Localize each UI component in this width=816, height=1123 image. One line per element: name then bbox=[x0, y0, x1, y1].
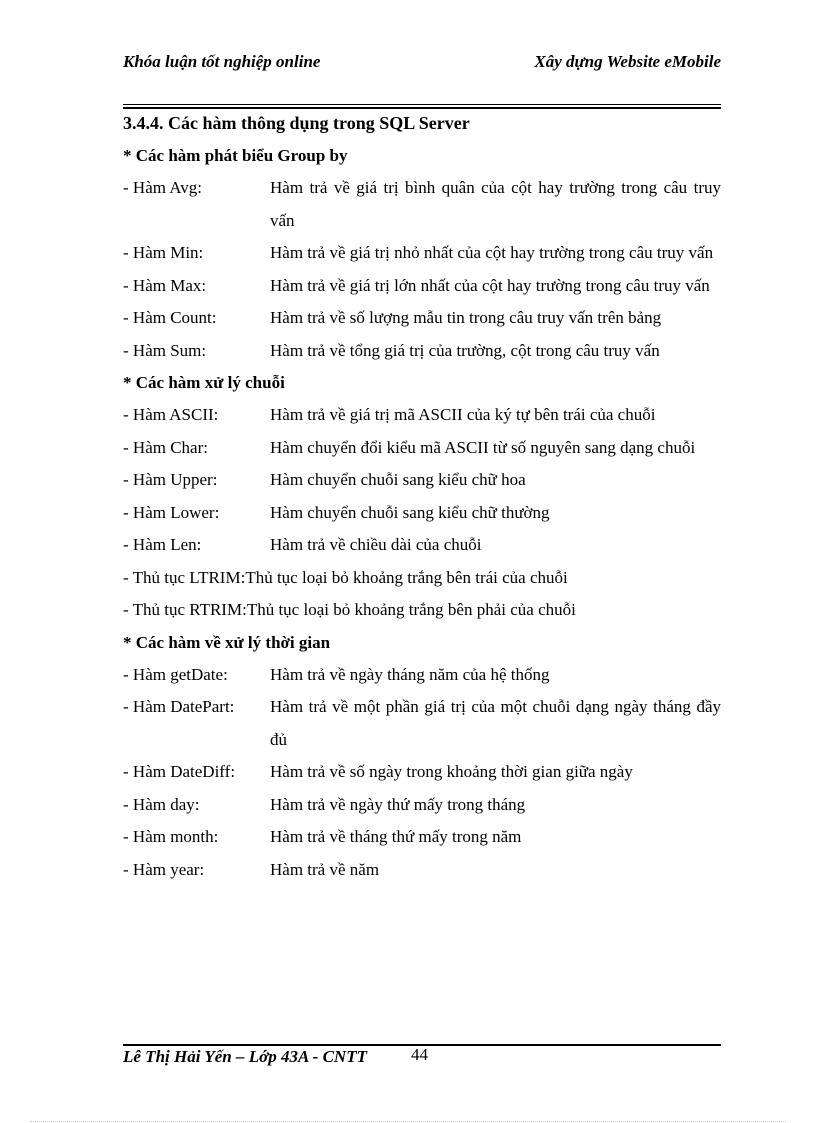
function-item bbox=[123, 237, 721, 270]
function-name: - Thủ tục LTRIM: bbox=[123, 567, 246, 587]
function-description: Hàm trả về giá trị nhỏ nhất của cột hay trường trong câu truy vấn bbox=[270, 243, 714, 262]
function-item bbox=[123, 464, 721, 497]
header-rule-thin bbox=[123, 104, 721, 105]
function-name: - Hàm Max: bbox=[123, 275, 207, 295]
function-item bbox=[123, 594, 721, 627]
function-name: - Hàm Count: bbox=[123, 308, 217, 327]
function-description: Hàm trả về số ngày trong khoảng thời gian giữa ngày bbox=[270, 762, 633, 781]
function-item bbox=[123, 399, 721, 432]
function-description: Hàm trả về tháng thứ mấy trong năm bbox=[270, 827, 522, 846]
function-name: - Hàm year: bbox=[123, 859, 205, 879]
function-name: - Hàm DateDiff: bbox=[123, 762, 236, 781]
function-name: - Hàm day: bbox=[123, 794, 200, 814]
function-name: - Thủ tục RTRIM: bbox=[123, 600, 247, 619]
function-item bbox=[123, 529, 721, 562]
function-name: - Hàm DatePart: bbox=[123, 697, 235, 716]
function-name: - Hàm month: bbox=[123, 827, 219, 846]
function-description: Hàm chuyển chuỗi sang kiểu chữ hoa bbox=[270, 470, 526, 489]
function-description: Hàm chuyển chuỗi sang kiểu chữ thường bbox=[270, 502, 550, 522]
function-name: - Hàm Avg: bbox=[123, 178, 203, 197]
function-description: Thủ tục loại bỏ khoảng trắng bên phải của chuỗi bbox=[246, 600, 576, 619]
function-item bbox=[123, 335, 721, 368]
function-name: - Hàm Upper: bbox=[123, 470, 218, 489]
function-description: Hàm trả về giá trị bình quân của cột hay trường trong câu truy vấn bbox=[270, 178, 721, 230]
function-groups bbox=[123, 140, 721, 886]
function-item bbox=[123, 302, 721, 335]
function-description: Hàm trả về tổng giá trị của trường, cột trong câu truy vấn bbox=[270, 340, 660, 360]
function-description: Hàm trả về năm bbox=[270, 859, 380, 879]
function-description: Hàm trả về một phần giá trị của một chuỗi dạng ngày tháng đầy đủ bbox=[270, 697, 721, 749]
function-description: Hàm trả về giá trị mã ASCII của ký tự bên trái của chuỗi bbox=[270, 405, 656, 424]
function-item bbox=[123, 756, 721, 789]
function-description: Hàm chuyển đổi kiểu mã ASCII từ số nguyên sang dạng chuỗi bbox=[270, 437, 696, 457]
function-name: - Hàm Char: bbox=[123, 437, 208, 457]
function-description: Hàm trả về số lượng mẫu tin trong câu truy vấn trên bảng bbox=[270, 308, 662, 327]
function-name: - Hàm ASCII: bbox=[123, 405, 219, 424]
function-name: - Hàm Lower: bbox=[123, 502, 220, 522]
function-item bbox=[123, 821, 721, 854]
function-item bbox=[123, 789, 721, 822]
group-title: * Các hàm phát biểu Group by bbox=[123, 146, 348, 165]
function-description: Hàm trả về giá trị lớn nhất của cột hay trường trong câu truy vấn bbox=[270, 275, 710, 295]
function-item bbox=[123, 854, 721, 887]
group-title: * Các hàm về xử lý thời gian bbox=[123, 632, 331, 652]
function-item bbox=[123, 659, 721, 692]
section-title: 3.4.4. Các hàm thông dụng trong SQL Server bbox=[123, 113, 470, 133]
footer-author: Lê Thị Hải Yến – Lớp 43A - CNTT bbox=[123, 1047, 367, 1066]
function-name: - Hàm Sum: bbox=[123, 340, 207, 360]
function-item bbox=[123, 497, 721, 530]
function-name: - Hàm Len: bbox=[123, 535, 202, 554]
page-number: 44 bbox=[411, 1045, 428, 1064]
page-edge-dots bbox=[30, 1121, 786, 1122]
function-name: - Hàm getDate: bbox=[123, 664, 228, 684]
function-name: - Hàm Min: bbox=[123, 243, 204, 262]
function-description: Hàm trả về ngày thứ mấy trong tháng bbox=[270, 794, 526, 814]
page-header bbox=[123, 48, 721, 100]
header-right-title: Xây dựng Website eMobile bbox=[534, 52, 721, 71]
function-description: Hàm trả về ngày tháng năm của hệ thống bbox=[270, 664, 550, 684]
page-body bbox=[123, 108, 721, 886]
function-item bbox=[123, 562, 721, 595]
group-title: * Các hàm xử lý chuỗi bbox=[123, 373, 285, 392]
function-description: Thủ tục loại bỏ khoảng trắng bên trái của chuỗi bbox=[245, 567, 568, 587]
header-left-title: Khóa luận tốt nghiệp online bbox=[123, 52, 321, 71]
function-item bbox=[123, 691, 721, 756]
function-item bbox=[123, 172, 721, 237]
function-item bbox=[123, 270, 721, 303]
function-item bbox=[123, 432, 721, 465]
function-description: Hàm trả về chiều dài của chuỗi bbox=[270, 535, 482, 554]
